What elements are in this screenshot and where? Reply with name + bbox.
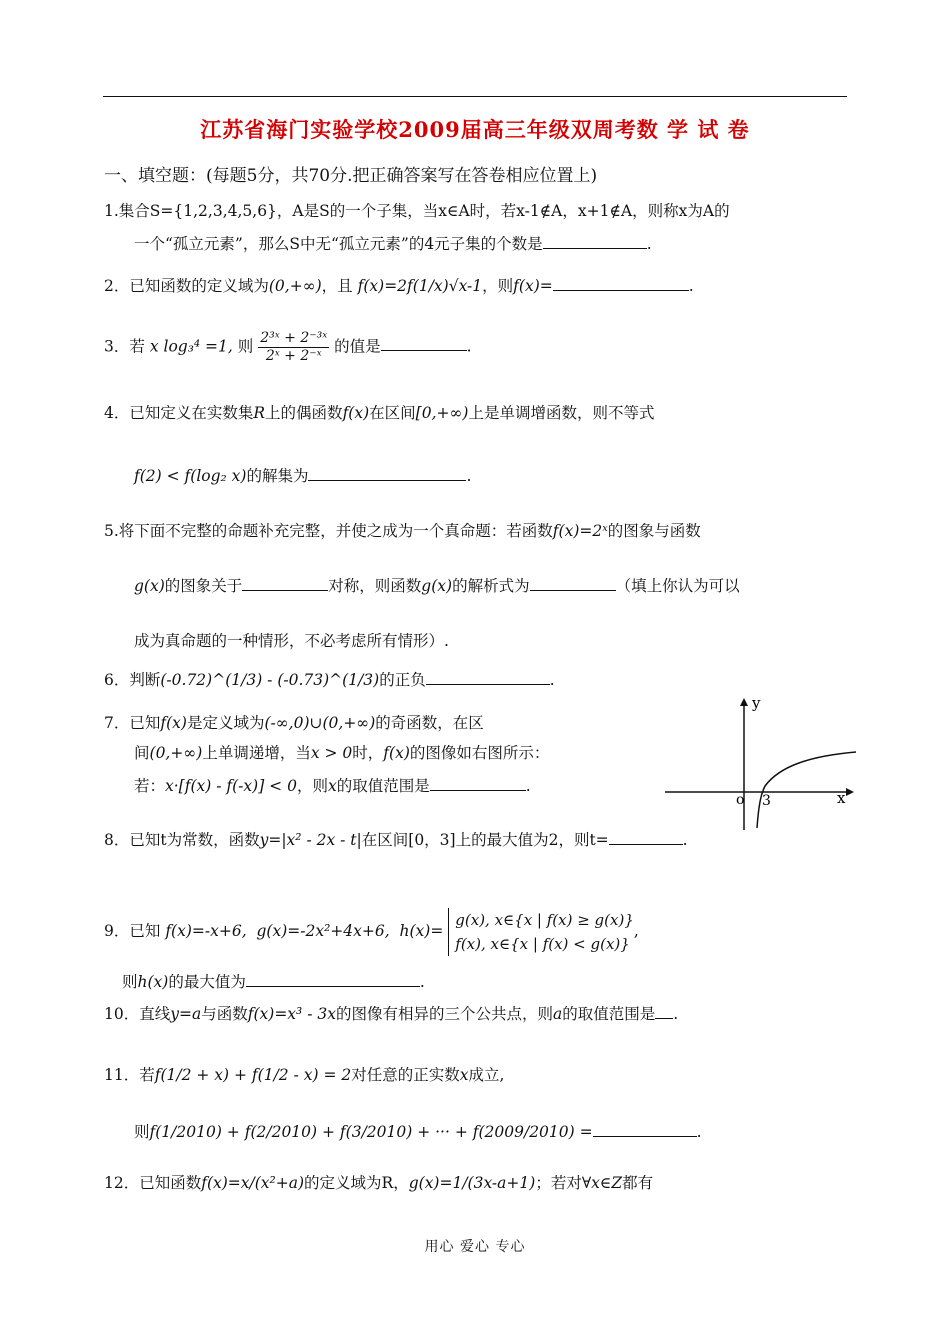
question-11-line-2: 则f(1/2010) + f(2/2010) + f(3/2010) + ··· + f(2009/2010) = . xyxy=(134,1123,702,1141)
section-heading: 一、填空题：(每题5分，共70分.把正确答案写在答卷相应位置上) xyxy=(104,166,598,186)
answer-blank[interactable] xyxy=(553,276,689,291)
question-5-line-3: 成为真命题的一种情形，不必考虑所有情形）. xyxy=(134,632,449,650)
question-9-line-2: 则h(x)的最大值为 . xyxy=(122,973,425,991)
piecewise-cases: g(x), x∈{x | f(x) ≥ g(x)} f(x), x∈{x | f(x) < g(x)} xyxy=(448,908,634,956)
page-footer: 用心 爱心 专心 xyxy=(424,1239,526,1255)
question-1-line-1: 1.集合S={1,2,3,4,5,6}，A是S的一个子集，当x∈A时，若x-1∉A，x+1∉A，则称x为A的 xyxy=(104,202,730,220)
question-1-line-2: 一个“孤立元素”，那么S中无“孤立元素”的4元子集的个数是 . xyxy=(134,235,652,253)
x-axis-arrow xyxy=(846,788,854,796)
answer-blank[interactable] xyxy=(246,972,420,987)
question-11-line-1: 11．若f(1/2 + x) + f(1/2 - x) = 2对任意的正实数x成立, xyxy=(104,1066,505,1084)
answer-blank[interactable] xyxy=(381,336,467,351)
top-rule xyxy=(103,96,847,97)
answer-blank[interactable] xyxy=(609,830,683,845)
answer-blank[interactable] xyxy=(655,1004,673,1019)
x-axis-label: x xyxy=(837,789,846,807)
question-6: 6．判断(-0.72)^(1/3) - (-0.73)^(1/3)的正负 . xyxy=(104,671,555,689)
answer-blank[interactable] xyxy=(242,576,328,591)
function-graph xyxy=(660,690,860,830)
question-10: 10．直线y=a与函数f(x)=x³ - 3x的图像有相异的三个公共点，则a的取值范围是 . xyxy=(104,1005,679,1023)
question-7-line-1: 7．已知f(x)是定义域为(-∞,0)∪(0,+∞)的奇函数，在区 xyxy=(104,714,484,732)
answer-blank[interactable] xyxy=(543,234,647,249)
question-12: 12．已知函数f(x)=x/(x²+a)的定义域为R，g(x)=1/(3x-a+1)；若对∀x∈Z都有 xyxy=(104,1174,654,1192)
tick-label-3: 3 xyxy=(762,793,771,809)
question-5-line-1: 5.将下面不完整的命题补充完整，并使之成为一个真命题：若函数f(x)=2ˣ的图象与函数 xyxy=(104,522,701,540)
question-3: 3．若 x log₃⁴ =1, 则 $\frac{\text{2³ˣ + 2⁻³ˣ}}{\text{2ˣ + 2⁻ˣ}}$ 的值是 . xyxy=(104,330,472,364)
answer-blank[interactable] xyxy=(426,670,550,685)
answer-blank[interactable] xyxy=(593,1122,697,1137)
origin-label: o xyxy=(736,792,745,808)
question-9-line-1: 9．已知 f(x)=-x+6, g(x)=-2x²+4x+6, h(x)= g(x), x∈{x | f(x) ≥ g(x)} f(x), x∈{x | f(x) < g(x)} , xyxy=(104,908,849,956)
fraction: $\frac{\text{2³ˣ + 2⁻³ˣ}}{\text{2ˣ + 2⁻ˣ}}$ xyxy=(260,330,328,364)
y-axis-label: y xyxy=(752,694,761,712)
question-7-line-3: 若：x·[f(x) - f(-x)] < 0，则x的取值范围是 . xyxy=(134,777,531,795)
question-8: 8．已知t为常数，函数y=|x² - 2x - t|在区间[0，3]上的最大值为2，则t= . xyxy=(104,831,688,849)
y-axis-arrow xyxy=(740,698,748,706)
answer-blank[interactable] xyxy=(308,466,466,481)
question-4-line-1: 4．已知定义在实数集R上的偶函数f(x)在区间[0,+∞)上是单调增函数，则不等式 xyxy=(104,404,655,422)
answer-blank[interactable] xyxy=(430,776,526,791)
question-4-line-2: f(2) < f(log₂ x)的解集为 . xyxy=(134,467,472,485)
question-7-line-2: 间(0,+∞)上单调递增，当x > 0时，f(x)的图像如右图所示： xyxy=(134,744,550,762)
answer-blank[interactable] xyxy=(530,576,616,591)
question-2: 2．已知函数的定义域为(0,+∞)，且 f(x)=2f(1/x)√x-1，则f(x)= . xyxy=(104,277,694,295)
question-5-line-2: g(x)的图象关于 对称，则函数g(x)的解析式为 （填上你认为可以 xyxy=(134,577,740,595)
page-title: 江苏省海门实验学校2009届高三年级双周考数 学 试 卷 xyxy=(200,117,750,142)
